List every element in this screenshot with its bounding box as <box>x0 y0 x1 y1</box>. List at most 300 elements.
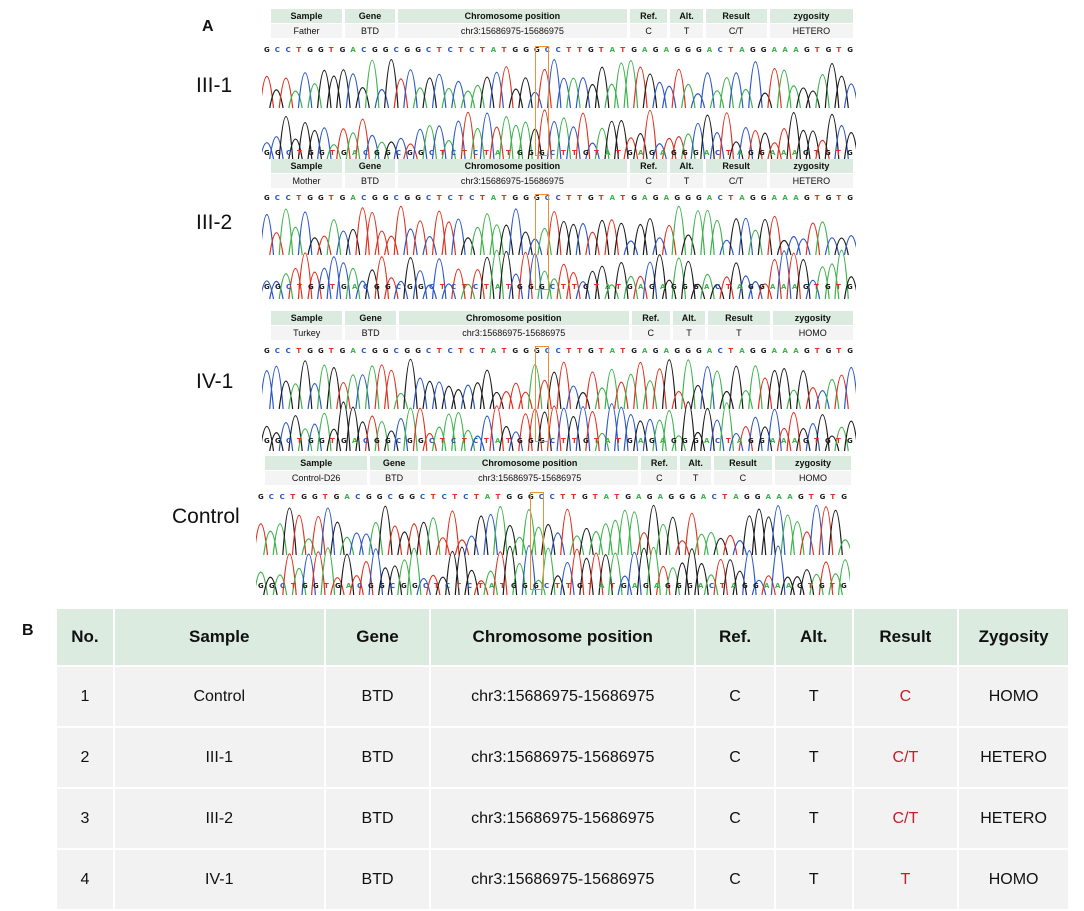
svg-text:A: A <box>764 582 770 589</box>
svg-text:G: G <box>750 46 756 53</box>
svg-text:T: T <box>500 582 505 589</box>
svg-text:A: A <box>771 46 778 53</box>
svg-text:T: T <box>726 437 731 444</box>
svg-text:T: T <box>592 493 598 500</box>
svg-text:T: T <box>478 582 483 589</box>
sample-cell: III-2 <box>115 789 324 848</box>
ref-cell: C <box>696 667 774 726</box>
svg-text:G: G <box>385 149 391 156</box>
svg-text:T: T <box>572 437 577 444</box>
svg-text:G: G <box>528 493 534 500</box>
svg-text:G: G <box>374 437 380 444</box>
sample-cell: Control-D26 <box>265 471 367 485</box>
header-chrom: Chromosome position <box>399 311 629 325</box>
svg-text:C: C <box>429 149 435 156</box>
svg-text:G: G <box>750 347 756 354</box>
header-zygosity: zygosity <box>770 9 853 23</box>
svg-text:T: T <box>324 582 329 589</box>
svg-text:A: A <box>490 347 497 354</box>
svg-text:T: T <box>836 46 842 53</box>
svg-text:C: C <box>447 46 453 53</box>
svg-text:C: C <box>420 493 426 500</box>
svg-text:T: T <box>572 149 577 156</box>
svg-text:C: C <box>715 437 721 444</box>
svg-text:A: A <box>775 582 781 589</box>
header-zygosity: zygosity <box>773 311 853 325</box>
svg-text:G: G <box>847 283 853 290</box>
header-sample: Sample <box>265 456 367 470</box>
svg-text:G: G <box>275 437 281 444</box>
svg-text:T: T <box>598 46 604 53</box>
svg-text:A: A <box>636 493 642 500</box>
svg-text:A: A <box>599 582 605 589</box>
svg-text:A: A <box>739 46 745 53</box>
svg-text:G: G <box>374 283 380 290</box>
svg-text:G: G <box>302 582 308 589</box>
svg-text:T: T <box>456 582 461 589</box>
svg-text:C: C <box>447 347 453 354</box>
sample-cell: Turkey <box>271 326 342 340</box>
svg-text:A: A <box>765 493 772 500</box>
svg-text:T: T <box>480 347 485 354</box>
sample-cell: III-1 <box>115 728 324 787</box>
svg-text:T: T <box>290 493 296 500</box>
svg-text:G: G <box>674 46 681 53</box>
variant-highlight-box <box>530 492 544 590</box>
ref-cell: C <box>696 850 774 909</box>
no-cell: 3 <box>57 789 113 848</box>
header-gene: Gene <box>345 159 395 173</box>
svg-text:G: G <box>685 347 691 354</box>
svg-text:T: T <box>561 283 566 290</box>
svg-text:C: C <box>555 46 561 53</box>
svg-text:A: A <box>638 149 644 156</box>
svg-text:C: C <box>393 46 399 53</box>
svg-text:G: G <box>318 46 324 53</box>
group-label: IV-1 <box>196 370 234 393</box>
svg-text:C: C <box>555 194 561 201</box>
svg-text:T: T <box>722 493 728 500</box>
svg-text:A: A <box>657 493 664 500</box>
svg-text:T: T <box>616 437 621 444</box>
position-cell: chr3:15686975-15686975 <box>399 326 629 340</box>
svg-text:G: G <box>825 149 831 156</box>
svg-text:G: G <box>674 194 681 201</box>
svg-text:G: G <box>528 437 534 444</box>
svg-text:A: A <box>660 437 666 444</box>
svg-text:G: G <box>307 347 313 354</box>
group-label: Control <box>172 505 240 528</box>
svg-text:G: G <box>341 437 347 444</box>
gene-cell: BTD <box>326 850 430 909</box>
svg-text:G: G <box>583 437 589 444</box>
position-cell: chr3:15686975-15686975 <box>398 174 627 188</box>
col-header-ref: Ref. <box>696 609 774 665</box>
svg-text:T: T <box>594 283 599 290</box>
svg-text:G: G <box>748 437 754 444</box>
svg-text:G: G <box>264 46 270 53</box>
svg-text:T: T <box>830 582 835 589</box>
svg-text:G: G <box>517 493 523 500</box>
svg-text:T: T <box>462 283 467 290</box>
svg-text:T: T <box>814 194 820 201</box>
svg-text:C: C <box>426 46 432 53</box>
svg-text:G: G <box>528 149 534 156</box>
sample-cell: Mother <box>271 174 342 188</box>
svg-text:T: T <box>560 493 566 500</box>
svg-text:G: G <box>825 283 831 290</box>
svg-text:G: G <box>418 149 424 156</box>
svg-text:A: A <box>737 283 743 290</box>
svg-text:C: C <box>274 194 280 201</box>
svg-text:T: T <box>296 46 302 53</box>
ref-cell: C <box>632 326 670 340</box>
header-gene: Gene <box>370 456 418 470</box>
zygosity-cell: HOMO <box>773 326 853 340</box>
svg-text:A: A <box>781 283 787 290</box>
svg-text:T: T <box>566 582 571 589</box>
sample-info-table <box>268 8 856 39</box>
zygosity-cell: HOMO <box>959 667 1068 726</box>
svg-text:G: G <box>517 437 523 444</box>
svg-text:C: C <box>363 283 369 290</box>
svg-text:G: G <box>319 149 325 156</box>
svg-text:T: T <box>561 437 566 444</box>
svg-text:A: A <box>495 149 501 156</box>
table-row <box>57 789 1068 848</box>
svg-text:T: T <box>328 46 334 53</box>
svg-text:C: C <box>361 46 367 53</box>
header-sample: Sample <box>271 159 342 173</box>
header-result: Result <box>706 9 767 23</box>
svg-text:C: C <box>357 582 363 589</box>
svg-text:T: T <box>436 46 442 53</box>
svg-text:A: A <box>605 283 611 290</box>
position-cell: chr3:15686975-15686975 <box>431 667 694 726</box>
svg-text:C: C <box>717 347 723 354</box>
svg-text:A: A <box>776 493 782 500</box>
header-sample: Sample <box>271 311 342 325</box>
svg-text:G: G <box>825 194 832 201</box>
svg-text:C: C <box>285 347 291 354</box>
svg-text:C: C <box>426 347 432 354</box>
chromatogram-trace <box>262 244 856 300</box>
svg-text:G: G <box>687 582 693 589</box>
svg-text:G: G <box>693 149 699 156</box>
svg-text:A: A <box>663 46 670 53</box>
svg-text:T: T <box>577 347 582 354</box>
svg-text:A: A <box>704 149 710 156</box>
svg-text:G: G <box>679 493 685 500</box>
svg-text:A: A <box>792 149 798 156</box>
svg-text:A: A <box>782 194 788 201</box>
svg-text:T: T <box>594 149 599 156</box>
svg-text:T: T <box>814 347 820 354</box>
svg-text:G: G <box>621 582 627 589</box>
position-cell: chr3:15686975-15686975 <box>431 850 694 909</box>
svg-text:G: G <box>407 283 413 290</box>
svg-text:G: G <box>534 347 540 354</box>
svg-text:A: A <box>792 283 798 290</box>
header-chrom: Chromosome position <box>421 456 639 470</box>
svg-text:G: G <box>522 582 528 589</box>
svg-text:C: C <box>286 437 292 444</box>
svg-text:G: G <box>748 149 754 156</box>
result-cell: C <box>854 667 958 726</box>
svg-text:T: T <box>728 347 734 354</box>
svg-text:T: T <box>495 493 501 500</box>
svg-text:G: G <box>264 437 270 444</box>
svg-text:C: C <box>715 283 721 290</box>
svg-text:G: G <box>335 582 341 589</box>
svg-text:G: G <box>517 149 523 156</box>
svg-text:C: C <box>286 283 292 290</box>
svg-text:A: A <box>609 347 616 354</box>
svg-text:A: A <box>605 437 611 444</box>
svg-text:T: T <box>330 149 335 156</box>
svg-text:T: T <box>501 347 507 354</box>
header-alt: Alt. <box>670 159 702 173</box>
svg-text:C: C <box>451 437 457 444</box>
svg-text:A: A <box>642 46 648 53</box>
zygosity-cell: HETERO <box>959 789 1068 848</box>
svg-text:G: G <box>418 437 424 444</box>
svg-text:T: T <box>616 149 621 156</box>
base-calls-bottom <box>262 436 856 444</box>
svg-text:G: G <box>339 46 346 53</box>
svg-text:C: C <box>426 194 432 201</box>
svg-text:T: T <box>297 283 302 290</box>
svg-text:T: T <box>297 149 302 156</box>
svg-text:G: G <box>693 437 699 444</box>
svg-text:G: G <box>682 283 688 290</box>
svg-text:G: G <box>307 194 313 201</box>
svg-text:G: G <box>258 493 264 500</box>
svg-text:A: A <box>495 437 501 444</box>
svg-text:G: G <box>665 582 671 589</box>
svg-text:T: T <box>594 437 599 444</box>
svg-text:A: A <box>781 149 787 156</box>
svg-text:A: A <box>739 347 745 354</box>
svg-text:A: A <box>350 347 356 354</box>
svg-text:A: A <box>706 46 713 53</box>
svg-text:G: G <box>301 493 307 500</box>
svg-text:C: C <box>279 493 285 500</box>
svg-text:C: C <box>467 582 473 589</box>
svg-text:G: G <box>264 347 270 354</box>
svg-text:G: G <box>693 283 699 290</box>
svg-text:G: G <box>372 194 378 201</box>
svg-text:G: G <box>385 437 391 444</box>
svg-text:G: G <box>319 437 325 444</box>
svg-text:C: C <box>286 149 292 156</box>
svg-text:A: A <box>350 46 356 53</box>
svg-text:T: T <box>322 493 328 500</box>
table-row <box>57 850 1068 909</box>
col-header-alt: Alt. <box>776 609 852 665</box>
svg-text:T: T <box>296 194 302 201</box>
svg-text:G: G <box>685 46 691 53</box>
svg-text:C: C <box>396 437 402 444</box>
svg-text:C: C <box>709 582 715 589</box>
svg-text:T: T <box>458 194 464 201</box>
svg-text:G: G <box>382 347 389 354</box>
svg-text:C: C <box>441 493 447 500</box>
svg-text:C: C <box>363 437 369 444</box>
col-header-sample: Sample <box>115 609 324 665</box>
svg-text:C: C <box>469 347 475 354</box>
svg-text:T: T <box>452 493 458 500</box>
svg-text:T: T <box>440 149 445 156</box>
zygosity-cell: HOMO <box>959 850 1068 909</box>
svg-text:A: A <box>731 582 737 589</box>
svg-text:G: G <box>841 493 847 500</box>
header-gene: Gene <box>345 9 395 23</box>
svg-text:A: A <box>698 582 704 589</box>
svg-text:G: G <box>759 149 765 156</box>
svg-text:T: T <box>434 582 439 589</box>
alt-cell: T <box>776 667 852 726</box>
gene-cell: BTD <box>345 326 395 340</box>
svg-text:A: A <box>642 347 648 354</box>
svg-text:A: A <box>484 493 491 500</box>
svg-text:T: T <box>484 283 489 290</box>
ref-cell: C <box>641 471 677 485</box>
sample-info-table <box>268 310 856 341</box>
svg-text:T: T <box>328 194 334 201</box>
gene-cell: BTD <box>326 789 430 848</box>
svg-text:T: T <box>561 149 566 156</box>
svg-text:T: T <box>480 46 485 53</box>
svg-text:C: C <box>451 149 457 156</box>
svg-text:A: A <box>786 582 792 589</box>
svg-text:G: G <box>803 283 809 290</box>
ref-cell: C <box>696 728 774 787</box>
svg-text:T: T <box>506 437 511 444</box>
position-cell: chr3:15686975-15686975 <box>398 24 627 38</box>
svg-text:C: C <box>361 347 367 354</box>
svg-text:A: A <box>660 149 666 156</box>
svg-text:G: G <box>682 149 688 156</box>
svg-text:C: C <box>363 149 369 156</box>
svg-text:C: C <box>717 46 723 53</box>
svg-text:G: G <box>341 149 347 156</box>
svg-text:A: A <box>663 347 670 354</box>
svg-text:C: C <box>429 437 435 444</box>
svg-text:G: G <box>742 582 748 589</box>
svg-text:C: C <box>717 194 723 201</box>
svg-text:T: T <box>808 582 813 589</box>
svg-text:A: A <box>704 437 710 444</box>
svg-text:G: G <box>539 283 545 290</box>
svg-text:T: T <box>620 46 626 53</box>
header-ref: Ref. <box>630 159 668 173</box>
svg-text:G: G <box>652 194 659 201</box>
svg-text:G: G <box>671 437 677 444</box>
gene-cell: BTD <box>326 667 430 726</box>
result-cell: C/T <box>706 174 767 188</box>
svg-text:T: T <box>474 493 479 500</box>
svg-text:T: T <box>506 149 511 156</box>
zygosity-cell: HETERO <box>770 174 853 188</box>
svg-text:T: T <box>555 582 560 589</box>
svg-text:G: G <box>512 347 519 354</box>
svg-text:A: A <box>733 493 739 500</box>
svg-text:G: G <box>588 194 594 201</box>
svg-text:G: G <box>341 283 347 290</box>
sample-cell: IV-1 <box>115 850 324 909</box>
position-cell: chr3:15686975-15686975 <box>431 728 694 787</box>
svg-text:G: G <box>759 283 765 290</box>
alt-cell: T <box>673 326 705 340</box>
svg-text:G: G <box>760 194 767 201</box>
svg-text:C: C <box>550 437 556 444</box>
result-cell: T <box>854 850 958 909</box>
svg-text:A: A <box>632 582 638 589</box>
svg-text:C: C <box>396 283 402 290</box>
svg-text:T: T <box>436 347 442 354</box>
header-alt: Alt. <box>670 9 702 23</box>
svg-text:T: T <box>728 194 734 201</box>
svg-text:G: G <box>583 283 589 290</box>
svg-text:C: C <box>550 283 556 290</box>
svg-text:A: A <box>739 194 745 201</box>
base-calls-top <box>256 492 850 500</box>
svg-text:C: C <box>390 582 396 589</box>
svg-text:G: G <box>696 46 702 53</box>
svg-text:T: T <box>462 437 467 444</box>
position-cell: chr3:15686975-15686975 <box>421 471 639 485</box>
svg-text:C: C <box>387 493 393 500</box>
svg-text:A: A <box>605 149 611 156</box>
svg-text:A: A <box>603 493 610 500</box>
zygosity-cell: HOMO <box>775 471 851 485</box>
col-header-result: Result <box>854 609 958 665</box>
panel-b-label: B <box>22 622 34 639</box>
svg-text:G: G <box>404 194 411 201</box>
svg-text:T: T <box>720 582 725 589</box>
svg-text:C: C <box>544 347 550 354</box>
svg-text:C: C <box>469 46 475 53</box>
no-cell: 1 <box>57 667 113 726</box>
svg-text:G: G <box>312 493 318 500</box>
svg-text:A: A <box>660 283 666 290</box>
group-label: III-1 <box>196 74 233 97</box>
svg-text:C: C <box>361 194 367 201</box>
svg-text:G: G <box>819 582 825 589</box>
position-cell: chr3:15686975-15686975 <box>431 789 694 848</box>
svg-text:G: G <box>582 493 588 500</box>
svg-text:T: T <box>566 194 572 201</box>
svg-text:G: G <box>631 194 637 201</box>
svg-text:A: A <box>706 347 713 354</box>
svg-text:G: G <box>798 493 804 500</box>
svg-text:G: G <box>308 283 314 290</box>
svg-text:G: G <box>819 493 826 500</box>
svg-text:G: G <box>668 493 675 500</box>
base-calls-top <box>262 45 856 53</box>
svg-text:G: G <box>627 283 633 290</box>
svg-text:G: G <box>577 582 583 589</box>
svg-text:G: G <box>825 347 832 354</box>
svg-text:G: G <box>401 582 407 589</box>
zygosity-cell: HETERO <box>770 24 853 38</box>
svg-text:T: T <box>436 194 442 201</box>
svg-text:G: G <box>517 283 523 290</box>
svg-text:A: A <box>490 46 497 53</box>
svg-text:T: T <box>440 283 445 290</box>
header-result: Result <box>714 456 772 470</box>
